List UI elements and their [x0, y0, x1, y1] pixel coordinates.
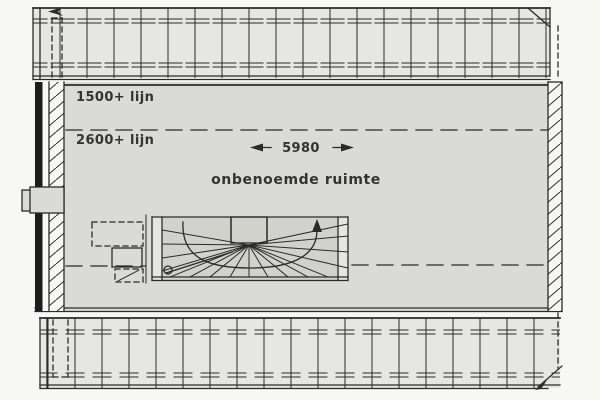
chimney — [22, 187, 64, 213]
top-roof-band — [33, 7, 558, 80]
dimension-value: 5980 — [282, 141, 320, 156]
staircase — [146, 215, 348, 283]
chimney-body — [30, 187, 64, 213]
bottom-roof-band — [40, 313, 562, 390]
label-1500-line: 1500+ lijn — [76, 90, 155, 105]
stair-left-wall — [152, 217, 162, 280]
right-wall-hatch — [548, 82, 562, 311]
room-name-label: onbenoemde ruimte — [211, 172, 381, 188]
label-2600-line: 2600+ lijn — [76, 133, 155, 148]
stair-right-wall — [338, 217, 348, 280]
right-wall — [548, 82, 562, 311]
